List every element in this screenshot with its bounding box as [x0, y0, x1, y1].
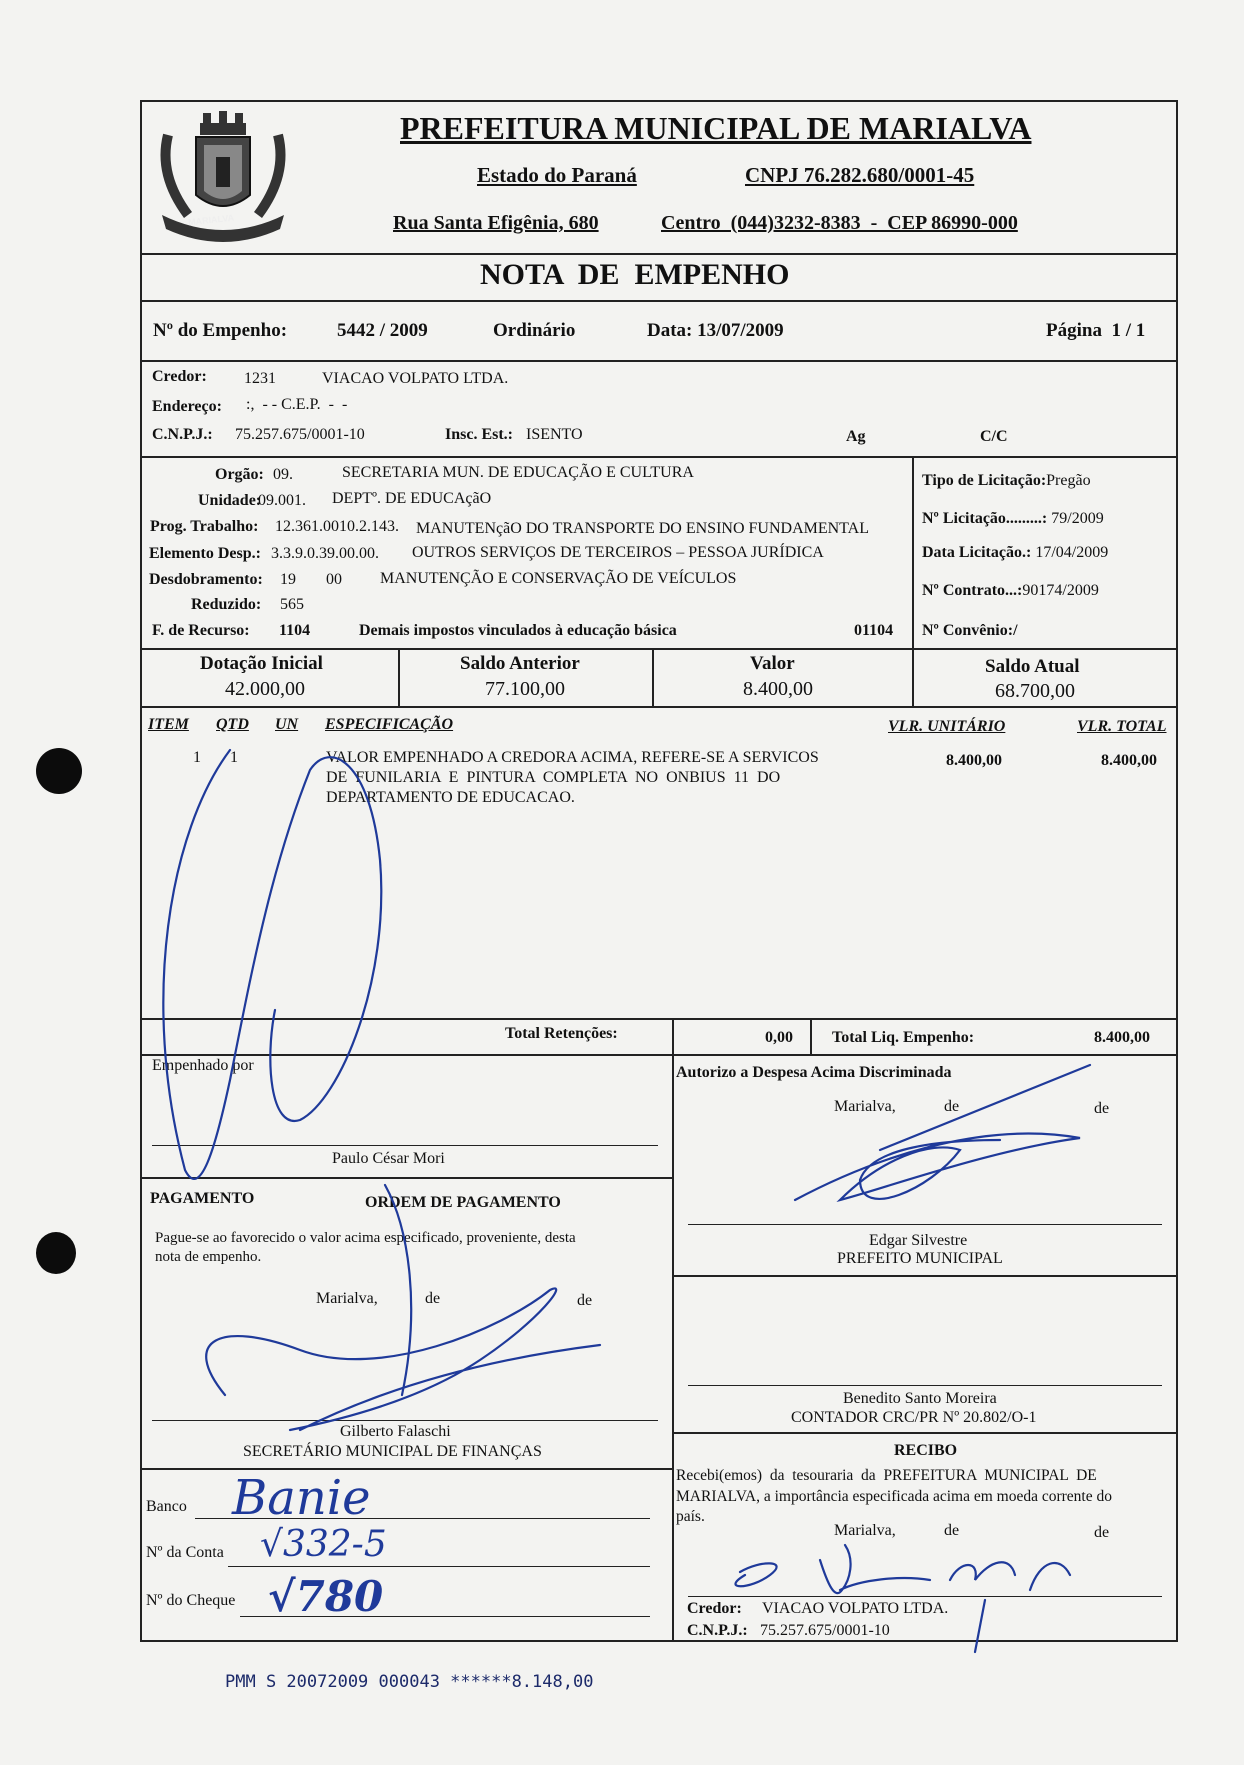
prog-code: 12.361.0010.2.143.: [275, 518, 399, 535]
atual-value: 68.700,00: [995, 680, 1075, 702]
empenho-date: Data: 13/07/2009: [647, 320, 784, 341]
address-label: Rua Santa Efigênia, 680: [393, 212, 599, 234]
anterior-label: Saldo Anterior: [460, 653, 580, 674]
cc-label: C/C: [980, 428, 1008, 445]
credor-code: 1231: [244, 370, 276, 387]
elemento-code: 3.3.9.0.39.00.00.: [271, 545, 379, 562]
recurso-code: 1104: [279, 622, 311, 639]
insc-value: ISENTO: [526, 426, 583, 443]
convenio-label: Nº Convênio:/: [922, 622, 1018, 639]
divider: [140, 360, 1178, 362]
signature-line: [688, 1224, 1162, 1225]
recibo-credor-label: Credor:: [687, 1600, 742, 1617]
retencoes-label: Total Retenções:: [505, 1025, 618, 1042]
divider: [140, 300, 1178, 302]
prefeito-cargo: PREFEITO MUNICIPAL: [837, 1250, 1003, 1267]
divider: [398, 648, 400, 706]
recibo-de1: de: [944, 1522, 960, 1539]
recurso-code2: 01104: [854, 622, 894, 639]
banco-handwritten: Banie: [232, 1470, 371, 1526]
divider: [140, 253, 1178, 255]
col-valor-total: VLR. TOTAL: [1077, 718, 1167, 735]
contador-nome: Benedito Santo Moreira: [843, 1390, 997, 1407]
divider: [672, 1018, 674, 1054]
credor-label: Credor:: [152, 368, 207, 385]
cnpj-label-credor: C.N.P.J.:: [152, 426, 213, 443]
contrato-value: 90174/2009: [1022, 582, 1099, 599]
recurso-label: F. de Recurso:: [152, 622, 250, 639]
state-label: Estado do Paraná: [477, 163, 637, 187]
divider: [912, 456, 914, 648]
prefeito-nome: Edgar Silvestre: [869, 1232, 968, 1249]
pagamento-de2: de: [577, 1292, 593, 1309]
desdobramento-label: Desdobramento:: [149, 571, 263, 588]
ordem-pagamento-label: ORDEM DE PAGAMENTO: [365, 1194, 561, 1211]
footer-stamp: PMM S 20072009 000043 ******8.148,00: [225, 1672, 594, 1692]
data-licitacao-value: 17/04/2009: [1035, 544, 1109, 561]
valor-label: Valor: [750, 653, 795, 674]
recibo-line1: Recebi(emos) da tesouraria da PREFEITURA MUNICIPAL DE: [676, 1467, 1097, 1484]
endereco-value: :, - - C.E.P. - -: [246, 396, 348, 413]
unidade-label: Unidade:: [198, 492, 262, 509]
empenho-number: 5442 / 2009: [337, 320, 428, 341]
contrato-label: Nº Contrato...:: [922, 582, 1023, 599]
valor-value: 8.400,00: [743, 678, 813, 700]
reduzido-value: 565: [280, 596, 304, 613]
signature-line: [688, 1385, 1162, 1386]
atual-label: Saldo Atual: [985, 656, 1080, 677]
pagamento-marialva: Marialva,: [316, 1290, 378, 1307]
divider: [140, 706, 1178, 708]
signature-line: [152, 1420, 658, 1421]
cnpj-label: CNPJ 76.282.680/0001-45: [745, 163, 975, 187]
divider: [140, 1177, 672, 1179]
pagamento-label: PAGAMENTO: [150, 1190, 255, 1207]
col-un: UN: [275, 716, 299, 733]
recibo-marialva: Marialva,: [834, 1522, 896, 1539]
doc-title: NOTA DE EMPENHO: [480, 258, 790, 291]
item-desc-line3: DEPARTAMENTO DE EDUCACAO.: [326, 789, 575, 806]
pagamento-de1: de: [425, 1290, 441, 1307]
data-licitacao-label: Data Licitação.:: [922, 544, 1032, 561]
secretario-cargo: SECRETÁRIO MUNICIPAL DE FINANÇAS: [243, 1443, 542, 1460]
divider: [810, 1018, 812, 1054]
tipo-licitacao-label: Tipo de Licitação:: [922, 472, 1047, 489]
cnpj-value-credor: 75.257.675/0001-10: [235, 426, 365, 443]
unidade-desc: DEPTº. DE EDUCAçãO: [332, 490, 492, 507]
divider: [912, 648, 914, 706]
pague-line2: nota de empenho.: [155, 1249, 262, 1265]
signature-line: [152, 1145, 658, 1146]
col-qtd: QTD: [216, 716, 249, 733]
page-number: Página 1 / 1: [1046, 320, 1146, 341]
conta-label: Nº da Conta: [146, 1544, 224, 1561]
item-desc-line2: DE FUNILARIA E PINTURA COMPLETA NO ONBIUS 11 DO: [326, 769, 781, 786]
prog-desc: MANUTENçãO DO TRANSPORTE DO ENSINO FUNDAMENTAL: [416, 520, 869, 537]
empenho-type: Ordinário: [493, 320, 576, 341]
divider: [652, 648, 654, 706]
contrato: [922, 582, 1099, 600]
divider: [140, 1468, 672, 1470]
recibo-credor-value: VIACAO VOLPATO LTDA.: [762, 1600, 949, 1617]
secretario-nome: Gilberto Falaschi: [340, 1423, 451, 1440]
divider: [672, 1432, 1178, 1434]
contador-cargo: CONTADOR CRC/PR Nº 20.802/O-1: [791, 1409, 1037, 1426]
orgao-label: Orgão:: [215, 466, 264, 483]
recibo-cnpj-label: C.N.P.J.:: [687, 1622, 748, 1639]
autorizo-label: Autorizo a Despesa Acima Discriminada: [676, 1064, 952, 1081]
dotacao-value: 42.000,00: [225, 678, 305, 700]
desdobramento-code: 19: [280, 571, 296, 588]
cheque-handwritten: √780: [268, 1572, 384, 1621]
item-number: 1: [193, 749, 201, 766]
cheque-label: Nº do Cheque: [146, 1592, 236, 1609]
data-licitacao: [922, 544, 1108, 562]
retencoes-value: 0,00: [765, 1029, 793, 1046]
tipo-licitacao-value: Pregão: [1046, 472, 1091, 489]
elemento-label: Elemento Desp.:: [149, 545, 261, 562]
elemento-desc: OUTROS SERVIÇOS DE TERCEIROS – PESSOA JURÍDICA: [412, 544, 824, 561]
crest-banner-text: MARIALVA: [187, 212, 235, 228]
recibo-de2: de: [1094, 1524, 1110, 1541]
banco-label: Banco: [146, 1498, 187, 1515]
punch-hole: [36, 748, 82, 794]
recibo-cnpj-value: 75.257.675/0001-10: [760, 1622, 890, 1639]
orgao-code: 09.: [273, 466, 293, 483]
orgao-desc: SECRETARIA MUN. DE EDUCAÇÃO E CULTURA: [342, 464, 694, 481]
divider: [140, 648, 1178, 650]
liq-value: 8.400,00: [1094, 1029, 1150, 1046]
autorizo-de1: de: [944, 1098, 960, 1115]
empenho-label: Nº do Empenho:: [153, 320, 288, 341]
divider: [140, 1054, 1178, 1056]
crest-logo: [148, 105, 298, 250]
item-total-value: 8.400,00: [1101, 752, 1157, 769]
col-valor-unitario: VLR. UNITÁRIO: [888, 718, 1006, 735]
item-desc-line1: VALOR EMPENHADO A CREDORA ACIMA, REFERE-SE A SERVICOS: [326, 749, 819, 766]
recurso-desc: Demais impostos vinculados à educação básica: [359, 622, 677, 639]
recibo-line2: MARIALVA, a importância especificada acima em moeda corrente do: [676, 1488, 1112, 1505]
dotacao-label: Dotação Inicial: [200, 653, 323, 674]
pague-line1: Pague-se ao favorecido o valor acima especificado, proveniente, desta: [155, 1230, 576, 1246]
anterior-value: 77.100,00: [485, 678, 565, 700]
item-qtd: 1: [230, 749, 238, 766]
contact-label: Centro (044)3232-8383 - CEP 86990-000: [661, 212, 1018, 234]
recibo-line3: país.: [676, 1508, 705, 1525]
credor-name: VIACAO VOLPATO LTDA.: [322, 370, 509, 387]
col-item: ITEM: [148, 716, 189, 733]
empenhado-nome: Paulo César Mori: [332, 1150, 445, 1167]
col-especificacao: ESPECIFICAÇÃO: [325, 716, 454, 733]
item-unit-value: 8.400,00: [946, 752, 1002, 769]
tipo-licitacao: [922, 472, 1091, 490]
prog-label: Prog. Trabalho:: [150, 518, 259, 535]
ag-label: Ag: [846, 428, 866, 445]
conta-line: [228, 1566, 650, 1567]
liq-label: Total Liq. Empenho:: [832, 1029, 975, 1046]
insc-label: Insc. Est.:: [445, 426, 514, 443]
empenhado-por-label: Empenhado por: [152, 1057, 254, 1074]
punch-hole: [36, 1232, 76, 1274]
unidade-code: 09.001.: [258, 492, 306, 509]
divider: [672, 1275, 1178, 1277]
endereco-label: Endereço:: [152, 398, 222, 415]
recibo-label: RECIBO: [894, 1442, 958, 1459]
numero-licitacao-label: Nº Licitação.........:: [922, 510, 1048, 527]
divider: [140, 456, 1178, 458]
autorizo-marialva: Marialva,: [834, 1098, 896, 1115]
desdobramento-code2: 00: [326, 571, 342, 588]
divider: [672, 1054, 674, 1642]
signature-line: [688, 1596, 1162, 1597]
divider: [140, 1018, 1178, 1020]
prefeitura-title: PREFEITURA MUNICIPAL DE MARIALVA: [400, 110, 1032, 146]
reduzido-label: Reduzido:: [191, 596, 262, 613]
autorizo-de2: de: [1094, 1100, 1110, 1117]
conta-handwritten: √332-5: [260, 1524, 387, 1565]
numero-licitacao-value: 79/2009: [1051, 510, 1104, 527]
numero-licitacao: [922, 510, 1104, 528]
desdobramento-desc: MANUTENÇÃO E CONSERVAÇÃO DE VEÍCULOS: [380, 570, 737, 587]
